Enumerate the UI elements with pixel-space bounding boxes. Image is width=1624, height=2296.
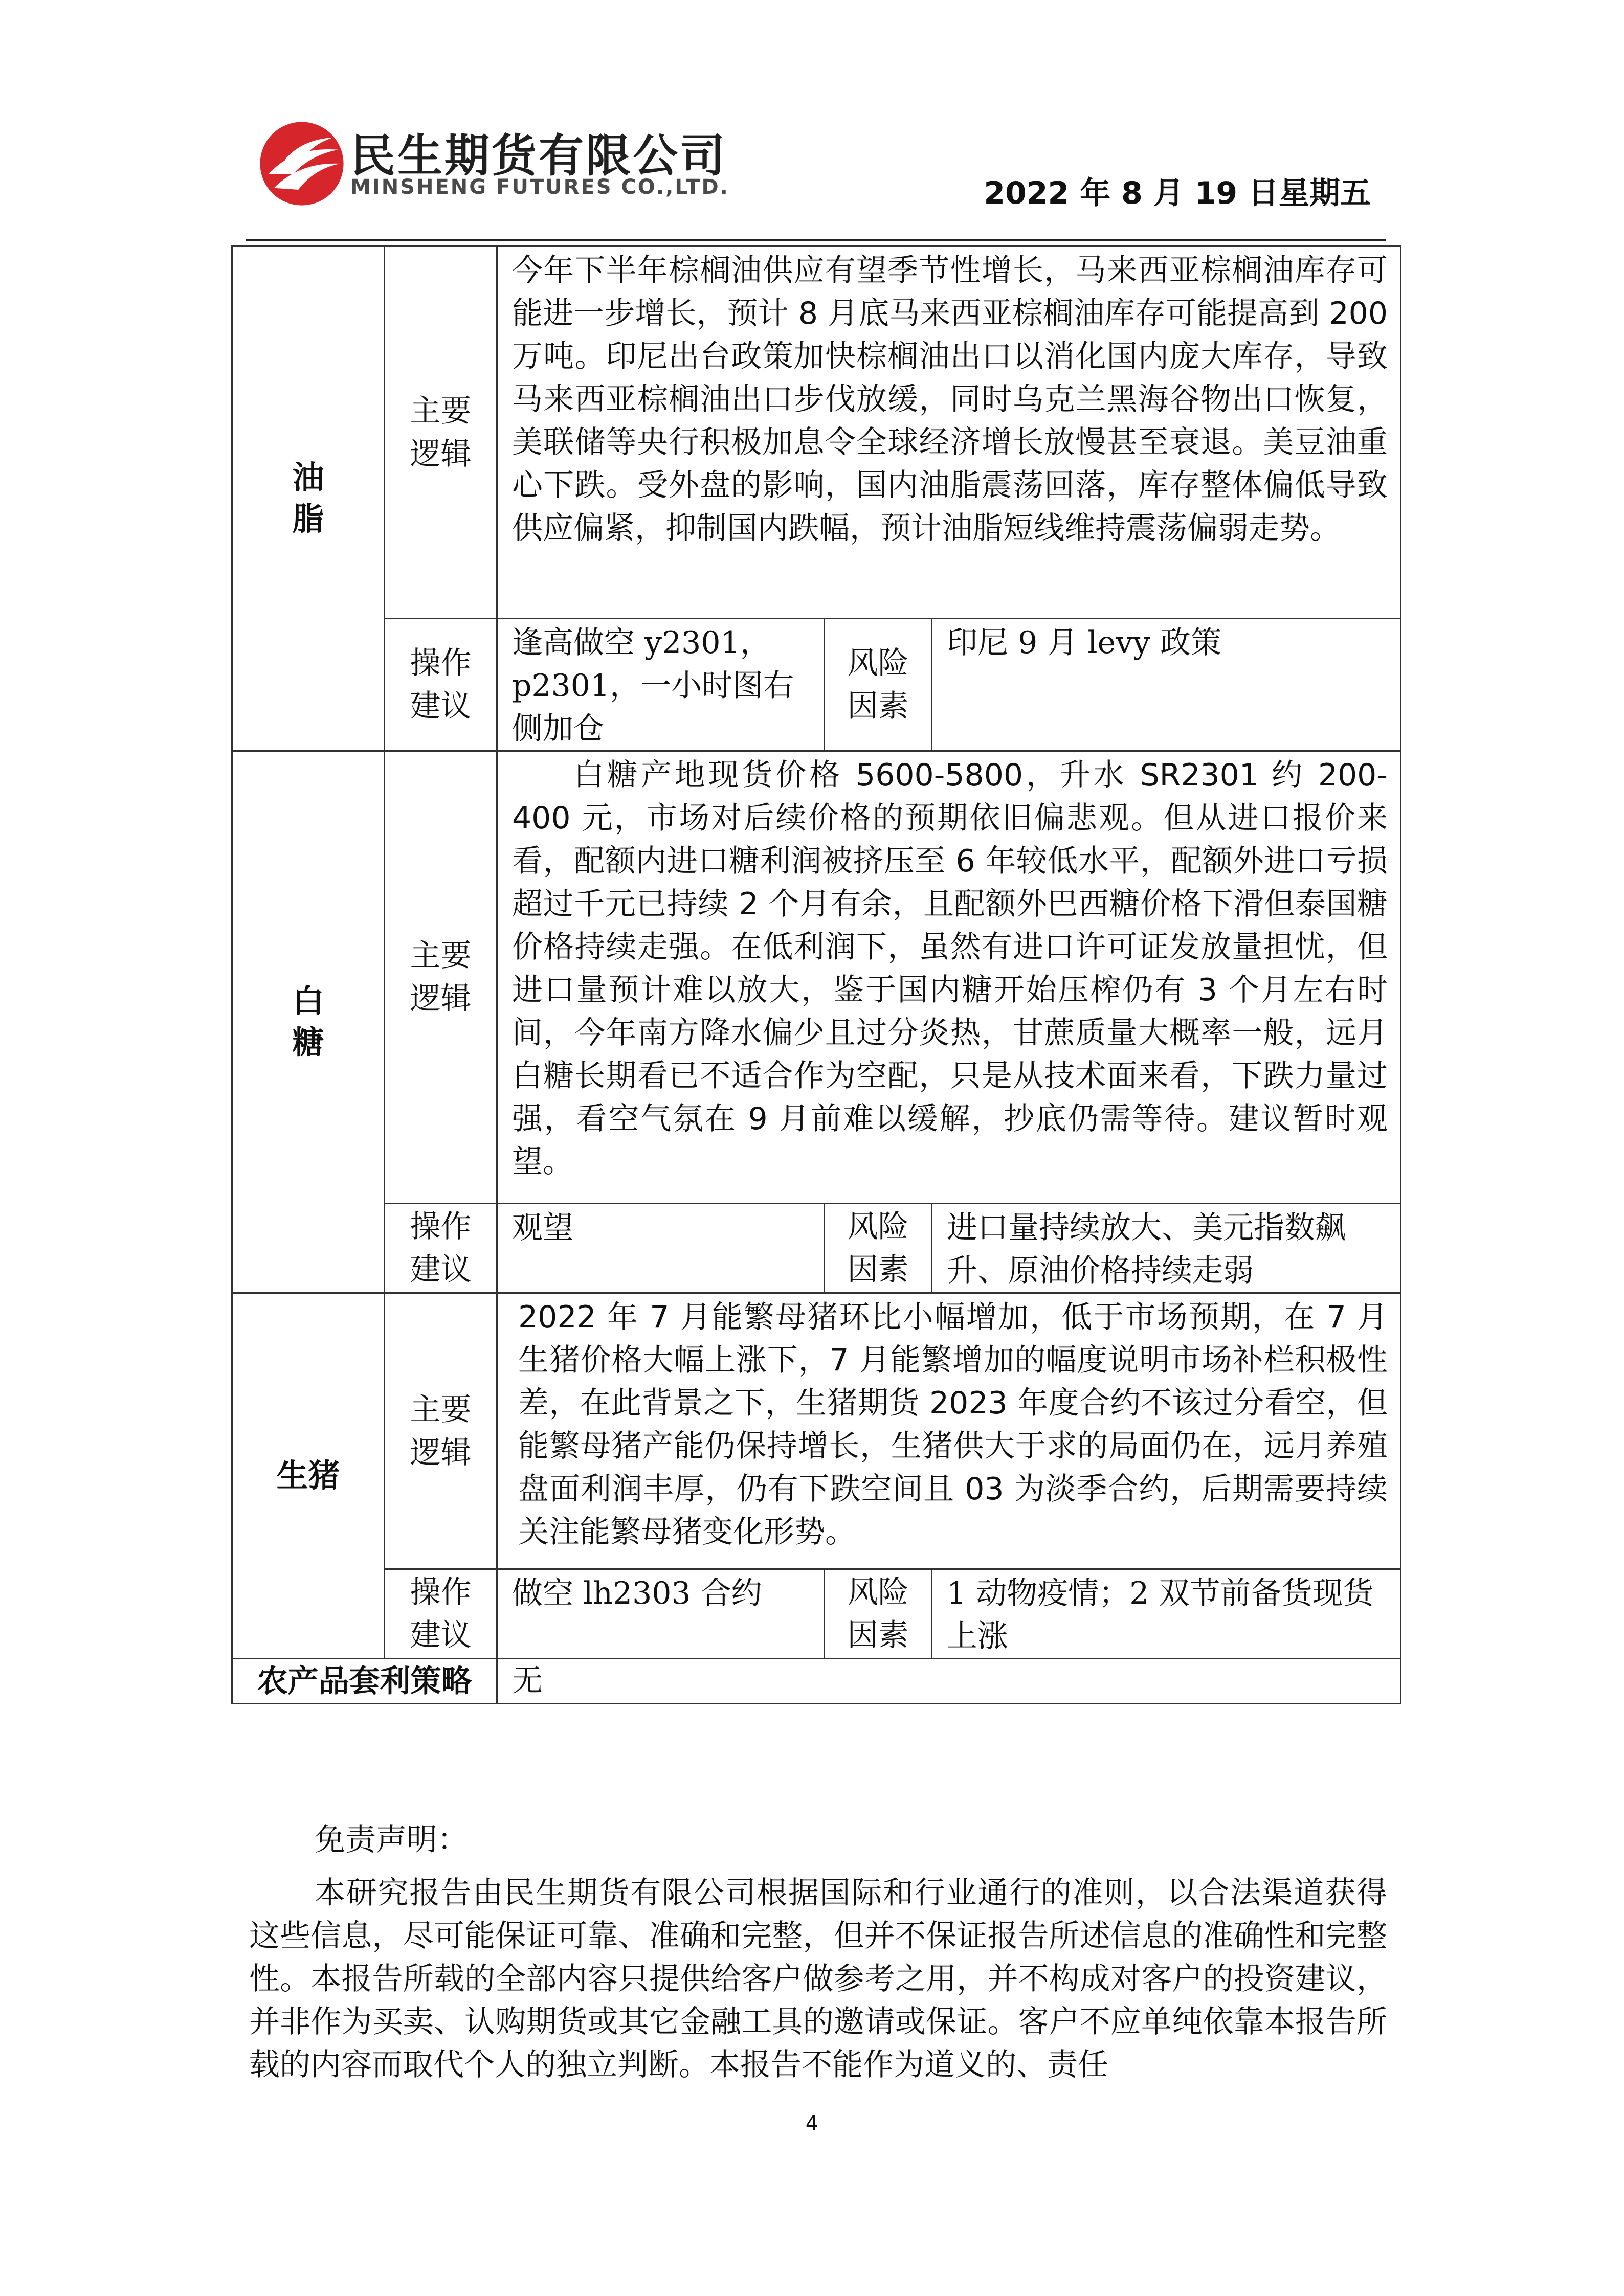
main-logic-label: 主要逻辑: [385, 751, 497, 1204]
disclaimer-body: 本研究报告由民生期货有限公司根据国际和行业通行的准则，以合法渠道获得这些信息，尽可能保证可靠、准确和完整，但并不保证报告所述信息的准确性和完整性。本报告所载的全部内容只提供给客户做参考之用，并不构成对客户的投资建议，并非作为买卖、认购期货或其它金融工具的邀请或保证。客户不应单纯依靠本报告所载的内容而取代个人的独立判断。本报告不能作为道义的、责任: [249, 1875, 1387, 2083]
company-name-cn: 民生期货有限公司: [350, 129, 727, 182]
risk-text: 1 动物疫情；2 双节前备货现货上涨: [932, 1569, 1401, 1659]
operation-label: 操作建议: [385, 1569, 497, 1659]
disclaimer-title: 免责声明：: [315, 1822, 468, 1858]
operation-text: 观望: [497, 1204, 825, 1293]
page-number: 4: [805, 2112, 819, 2135]
operation-label: 操作建议: [385, 1204, 497, 1293]
category-cell-oils: 油脂: [232, 246, 385, 751]
minsheng-logo-icon: [258, 120, 345, 207]
table-row: [232, 1204, 1401, 1293]
header-divider: [246, 239, 1386, 241]
table-row: [232, 1659, 1401, 1704]
main-logic-label: 主要逻辑: [385, 1293, 497, 1569]
table-row: [232, 751, 1401, 1204]
main-logic-text: 白糖产地现货价格 5600-5800，升水 SR2301 约 200-400 元，市场对后续价格的预期依旧偏悲观。但从进口报价来看，配额内进口糖利润被挤压至 6 年较低水平，配额外进口亏损超过千元已持续 2 个月有余，且配额外巴西糖价格下滑但泰国糖价格持续走强。在低利润下，虽然有进口许可证发放量担忧，但进口量预计难以放大，鉴于国内糖开始压榨仍有 3 个月左右时间，今年南方降水偏少且过分炎热，甘蔗质量大概率一般，远月白糖长期看已不适合作为空配，只是从技术面来看，下跌力量过强，看空气氛在 9 月前难以缓解，抄底仍需等待。建议暂时观望。: [497, 751, 1401, 1204]
risk-label: 风险因素: [825, 1569, 932, 1659]
operation-text: 做空 lh2303 合约: [497, 1569, 825, 1659]
arbitrage-label: 农产品套利策略: [232, 1659, 497, 1704]
arbitrage-value: 无: [497, 1659, 1401, 1704]
risk-label: 风险因素: [825, 1204, 932, 1293]
risk-text: 进口量持续放大、美元指数飙升、原油价格持续走弱: [932, 1204, 1401, 1293]
table-row: [232, 1569, 1401, 1659]
category-cell-sugar: 白糖: [232, 751, 385, 1293]
main-logic-text: 2022 年 7 月能繁母猪环比小幅增加，低于市场预期，在 7 月生猪价格大幅上涨下，7 月能繁增加的幅度说明市场补栏积极性差，在此背景之下，生猪期货 2023 年度合约不该过分看空，但能繁母猪产能仍保持增长，生猪供大于求的局面仍在，远月养殖盘面利润丰厚，仍有下跌空间且 03 为淡季合约，后期需要持续关注能繁母猪变化形势。: [497, 1293, 1401, 1569]
table-row: [232, 619, 1401, 751]
main-logic-text: 今年下半年棕榈油供应有望季节性增长，马来西亚棕榈油库存可能进一步增长，预计 8 月底马来西亚棕榈油库存可能提高到 200 万吨。印尼出台政策加快棕榈油出口以消化国内庞大库存，导致马来西亚棕榈油出口步伐放缓，同时乌克兰黑海谷物出口恢复，美联储等央行积极加息令全球经济增长放慢甚至衰退。美豆油重心下跌。受外盘的影响，国内油脂震荡回落，库存整体偏低导致供应偏紧，抑制国内跌幅，预计油脂短线维持震荡偏弱走势。: [497, 246, 1401, 619]
strategy-table: [231, 245, 1401, 1704]
table-row: [232, 1293, 1401, 1569]
company-logo: [258, 115, 749, 212]
main-logic-label: 主要逻辑: [385, 246, 497, 619]
category-cell-hogs: 生猪: [232, 1293, 385, 1659]
risk-text: 印尼 9 月 levy 政策: [932, 619, 1401, 751]
company-name-en: MINSHENG FUTURES CO.,LTD.: [350, 175, 729, 199]
report-date: 2022 年 8 月 19 日星期五: [984, 175, 1371, 211]
operation-label: 操作建议: [385, 619, 497, 751]
operation-text: 逢高做空 y2301，p2301，一小时图右侧加仓: [497, 619, 825, 751]
table-row: [232, 246, 1401, 619]
risk-label: 风险因素: [825, 619, 932, 751]
